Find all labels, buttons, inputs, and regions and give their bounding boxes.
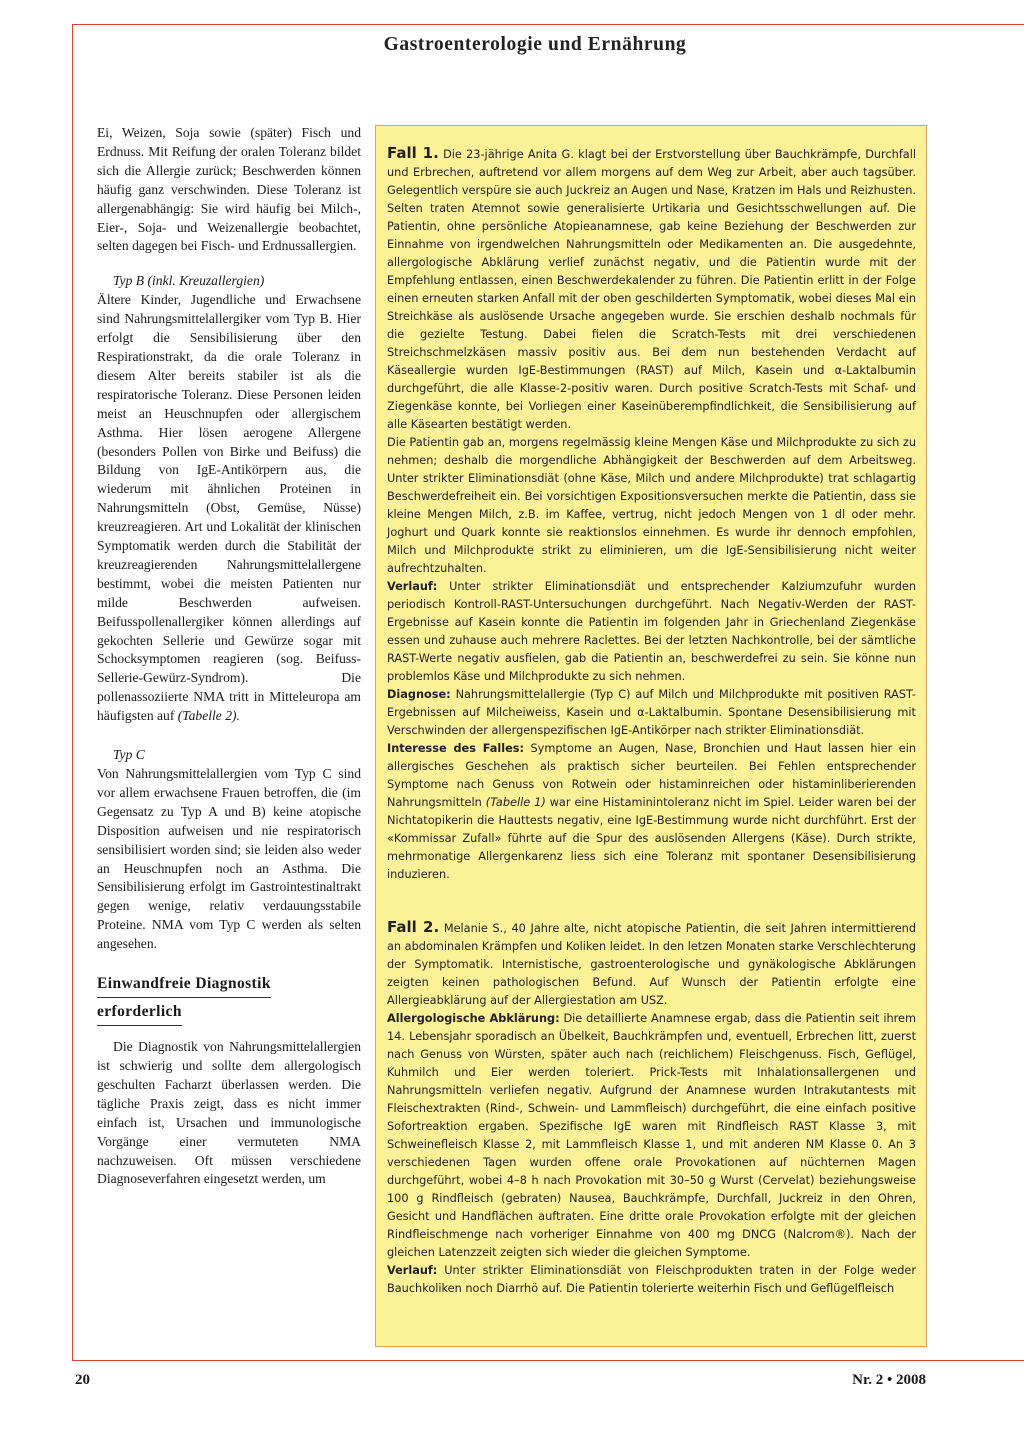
- fall-2-intro-text: Melanie S., 40 Jahre alte, nicht atopische Patientin, die seit Jahren intermittierend an abdominalen Krämpfen und Koliken leidet. In den letzen Monaten starke Verschlechterung der Symptomatik. Internistische, gastroenterologische und gynäkologische Abklärungen zeigten keinen pathologischen Befund. Auf Wunsch der Patientin erfolgte eine Allergieabklärung auf der Allergiestation am USZ.: [387, 922, 917, 1007]
- fall-1-interesse-text-b: war eine Histaminintoleranz nicht im Spiel. Leider waren bei der Nichtatopikerin die Hauttests negativ, eine IgE-Bestimmung wurde nicht durchführt. Erst der «Kommissar Zufall» führte auf die Spur des auslösenden Allergens (Käse). Durch strikte, mehrmonatige Allergenkarenz liess sich eine Toleranz mit spontaner Desensibilisierung induzieren.: [387, 796, 916, 881]
- frame-bottom-rule: [72, 1360, 1024, 1361]
- fall-2-abklaerung-label: Allergologische Abklärung:: [387, 1012, 560, 1025]
- fall-1-intro-text: Die 23-jährige Anita G. klagt bei der Erstvorstellung über Bauchkrämpfe, Durchfall und Erbrechen, auftretend vor allem morgens auf dem Weg zur Arbeit, aber auch tagsüber. Gelegentlich verspüre sie auch Juckreiz an Augen und Nase, Kratzen im Hals und Reizhusten. Selten traten Atemnot sowie generalisierte Urtikaria und Gesichtsschwellungen auf. Die Patientin, ohne persönliche Atopieanamnese, gab keine Beziehung der Beschwerden zur Einnahme von irgendwelchen Nahrungsmitteln oder Medikamenten an. Die ausgedehnte, allergologische Abklärung verlief zunächst negativ, und die Patientin wurde mit der Empfehlung entlassen, einen Beschwerdekalender zu führen. Die Patientin erlitt in der Folge einen erneuten starken Anfall mit der oben geschilderten Symptomatik, wobei dieses Mal ein Streichkäse als auslösende Ursache angegeben wurde. Sie erschien deshalb nochmals für die gezielte Testung. Dabei fielen die Scratch-Tests mit drei verschiedenen Streichschmelzkäsen massiv positiv aus. Bei dem nun bestehenden Verdacht auf Käseallergie wurden IgE-Bestimmungen (RAST) auf Milch, Kasein und α-Laktalbumin durchgeführt, die alle Klasse-2-positiv waren. Durch positive Scratch-Tests mit Schaf- und Ziegenkäse konnte, bei Vorliegen einer Kaseinüberempfindlichkeit, die Sensibilisierung auf alle Käsearten bestätigt werden.: [387, 148, 916, 431]
- fall-1-paragraph-2: Die Patientin gab an, morgens regelmässig kleine Mengen Käse und Milchprodukte zu sich zu nehmen; deshalb die morgendliche Abhängigkeit der Beschwerden auf dem Arbeitsweg. Unter strikter Eliminationsdiät (ohne Käse, Milch und andere Milchprodukte) trat schlagartig Beschwerdefreiheit ein. Bei vorsichtigen Expositionsversuchen merkte die Patientin, dass sie kleine Mengen Milch, z.B. im Kaffee, vertrug, nicht jedoch Mengen von 1 dl oder mehr. Joghurt und Quark konnte sie reaktionslos einnehmen. Es wurde ihr dennoch empfohlen, Milch und Milchprodukte strikt zu eliminieren, um die IgE-Sensibilisierung nicht weiter aufrechtzuhalten.: [387, 436, 916, 575]
- fall-1-verlauf: [387, 578, 916, 686]
- fall-1-verlauf-label: Verlauf:: [387, 580, 438, 593]
- typ-b-text: Ältere Kinder, Jugendliche und Erwachsene sind Nahrungsmittelallergiker vom Typ B. Hier erfolgt die Sensibilisierung über den Respirationstrakt, da die orale Toleranz in diesem Alter bereits stabiler ist als die respiratorische Toleranz. Diese Personen leiden meist an Heuschnupfen oder allergischem Asthma. Hier lösen aerogene Allergene (besonders Pollen von Birke und Beifuss) die Bildung von IgE-Antikörpern aus, die wiederum mit ähnlichen Proteinen in Nahrungsmitteln (Obst, Gemüse, Nüsse) kreuzreagieren. Art und Lokalität der klinischen Symptomatik werden durch die Stabilität der kreuzreagierenden Nahrungsmittelallergene bestimmt, wobei die meisten Patienten nur milde Beschwerden aufweisen. Beifusspollenallergiker können allerdings auf gekochten Sellerie und Gewürze sogar mit Schocksymptomen reagieren (sog. Beifuss-Sellerie-Gewürz-Syndrom). Die pollenassoziierte NMA tritt in Mitteleuropa am häufigsten auf: [97, 292, 361, 724]
- frame-left-rule: [72, 24, 73, 1360]
- fall-2-verlauf: [387, 1262, 916, 1298]
- table-2-reference: (Tabelle 2).: [177, 708, 240, 724]
- fall-1-interesse-text-a: Symptome an Augen, Nase, Bronchien und Haut lassen hier ein allergisches Geschehen als praktisch sicher beurteilen. Bei Fehlen entsprechender Symptome nach Genuss von Rotwein oder histaminreichen oder histaminliberierenden Nahrungsmitteln: [387, 742, 916, 809]
- paragraph-typ-c: Von Nahrungsmittelallergien vom Typ C sind vor allem erwachsene Frauen betroffen, die (im Gegensatz zu Typ A und B) keine atopische Disposition aufweisen und nie respiratorisch sensibilisiert worden sind; sie leiden also weder an Heuschnupfen noch an Asthma. Die Sensibilisierung erfolgt im Gastrointestinaltrakt gegen wenige, relativ verdauungsstabile Proteine. NMA vom Typ C werden als selten angesehen.: [97, 766, 361, 952]
- section-title-line-1: Einwandfreie Diagnostik: [97, 972, 271, 998]
- paragraph-intro: Ei, Weizen, Soja sowie (später) Fisch und Erdnuss. Mit Reifung der oralen Toleranz bildet sich die Allergie zurück; Beschwerden können häufig ganz verschwinden. Diese Toleranz ist allergenabhängig: Sie wird häufig bei Milch-, Eier-, Soja- und Weizenallergie beobachtet, selten dagegen bei Fisch- und Erdnussallergien.: [97, 125, 361, 254]
- issue-label: Nr. 2 • 2008: [852, 1372, 926, 1388]
- fall-1-title: Fall 1.: [387, 144, 439, 162]
- page-number: 20: [75, 1372, 90, 1388]
- frame-top-rule: [72, 24, 1024, 25]
- running-head: Gastroenterologie und Ernährung: [383, 34, 687, 55]
- fall-2-abklaerung: [387, 1010, 916, 1262]
- fall-1-diagnose: [387, 686, 916, 740]
- fall-2-title: Fall 2.: [387, 918, 440, 936]
- section-title-line-2: erforderlich: [97, 1000, 182, 1026]
- fall-2-intro: [387, 918, 916, 1010]
- fall-2-abklaerung-text: Die detaillierte Anamnese ergab, dass die Patientin seit ihrem 14. Lebensjahr sporadisch an Übelkeit, Bauchkrämpfen und, eventuell, Erbrechen litt, zuerst nach Genuss von Würsten, später auch nach (reichlichem) Fleischgenuss. Fisch, Geflügel, Kuhmilch und Eier werden toleriert. Prick-Tests mit Inhalationsallergenen und Nahrungsmitteln verliefen negativ. Aufgrund der Anamnese wurden Intrakutantests mit Fleischextrakten (Rind-, Schwein- und Lammfleisch) durchgeführt, die eine einfach positive Sofortreaktion ergaben. Spezifische IgE waren mit Rindfleisch RAST Klasse 3, mit Schweinefleisch Klasse 2, mit Lammfleisch Klasse 1, und mit anderen NM Klasse 0. An 3 verschiedenen Tagen wurden offene orale Provokationen auf nüchternen Magen durchgeführt, wobei 4–8 h nach Provokation mit 30–50 g Wurst (Cervelat) beziehungsweise 100 g Rindfleisch (gebraten) Nausea, Bauchkrämpfe, Durchfall, Juckreiz in den Ohren, Gesicht und Handflächen auftraten. Eine dritte orale Provokation erfolgte mit der gleichen Rindfleischmenge nach vorheriger Einnahme von 400 mg DNCG (Nalcrom®). Nach der gleichen Latenzzeit zeigten sich wieder die gleichen Symptome.: [387, 1012, 916, 1259]
- paragraph-diagnostik: Die Diagnostik von Nahrungsmittelallergien ist schwierig und sollte dem allergologisch geschulten Facharzt überlassen werden. Die tägliche Praxis zeigt, dass es nicht immer einfach ist, Ursachen und immunologische Vorgänge einer vermuteten NMA nachzuweisen. Oft müssen verschiedene Diagnoseverfahren eingesetzt werden, um: [97, 1039, 361, 1187]
- fall-1-diagnose-label: Diagnose:: [387, 688, 451, 701]
- section-heading: [97, 972, 361, 1026]
- subheading-typ-b: Typ B (inkl. Kreuzallergien): [113, 273, 265, 289]
- case-report-box: [375, 125, 927, 1347]
- table-1-reference: (Tabelle 1): [485, 796, 546, 809]
- fall-2-verlauf-label: Verlauf:: [387, 1264, 438, 1277]
- fall-1-interesse: [387, 740, 916, 884]
- paragraph-typ-b: [97, 291, 361, 726]
- left-column: [97, 124, 361, 1189]
- fall-1-diagnose-text: Nahrungsmittelallergie (Typ C) auf Milch und Milchprodukte mit positiven RAST-Ergebnissen auf Milcheiweiss, Kasein und α-Laktalbumin. Spontane Desensibilisierung mit Verschwinden der allergenspezifischen IgE-Antikörper nach strikter Eliminationsdiät.: [387, 688, 916, 737]
- fall-2-verlauf-text: Unter strikter Eliminationsdiät von Fleischprodukten traten in der Folge weder Bauchkoliken noch Diarrhö auf. Die Patientin tolerierte weiterhin Fisch und Geflügelfleisch: [387, 1264, 917, 1295]
- fall-1-interesse-label: Interesse des Falles:: [387, 742, 525, 755]
- subheading-typ-c: Typ C: [113, 747, 145, 763]
- fall-1-intro: [387, 144, 916, 434]
- fall-1-verlauf-text: Unter strikter Eliminationsdiät und entsprechender Kalziumzufuhr wurden periodisch Kontroll-RAST-Untersuchungen durchgeführt. Nach Negativ-Werden der RAST-Ergebnisse auf Kasein konnte die Patientin im folgenden Jahr in Griechenland Ziegenkäse essen und zuhause auch mehrere Raclettes. Bei der letzten Nachkontrolle, bei der sämtliche RAST-Werte negativ ausfielen, gab die Patientin an, beschwerdefrei zu sein. Sie könne nun problemlos Käse und Milchprodukte zu sich nehmen.: [387, 580, 916, 683]
